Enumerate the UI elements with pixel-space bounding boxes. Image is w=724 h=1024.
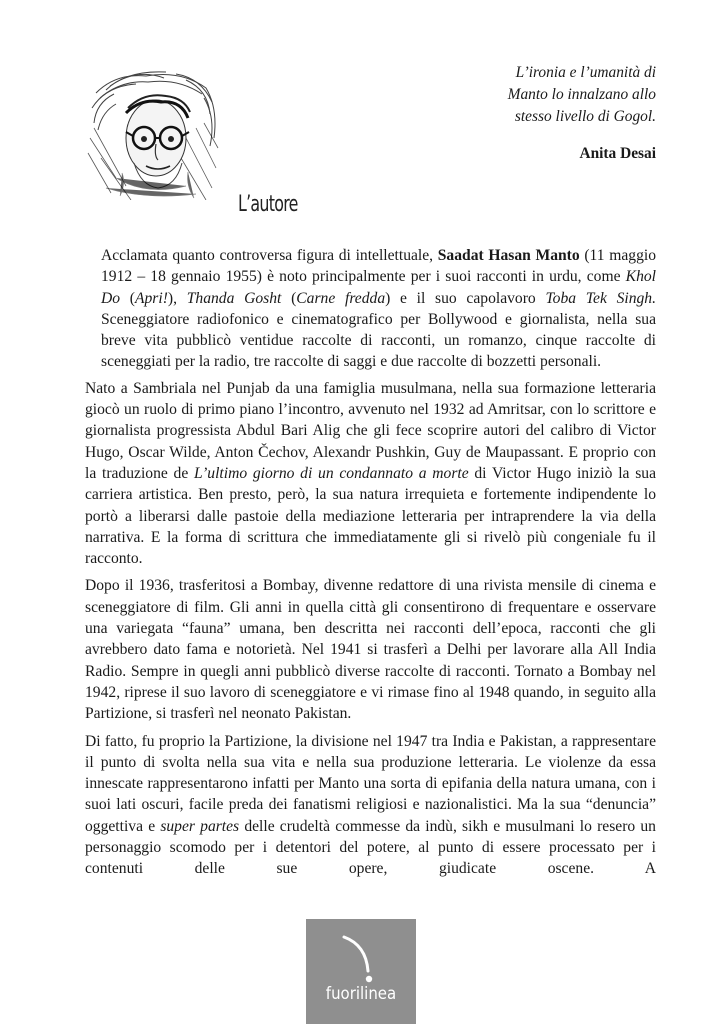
text-run: delle crudeltà commesse da indù, sikh e musulmani lo resero un personaggio scomodo per i detentori del potere, al punto di essere processato per i contenuti delle sue opere, giudicate oscene. A bbox=[85, 817, 656, 878]
text-run: Sceneggiatore radiofonico e cinematografico per Bollywood e giornalista, nella sua breve vita pubblicò ventidue raccolte di racconti, un romanzo, cinque raccolte di sceneggiati per la radio, tre raccolte di saggi e due raccolte di bozzetti personali. bbox=[101, 310, 656, 371]
text-run: Di fatto, fu proprio la Partizione, la divisione nel 1947 tra India e Pakistan, a rappresentare il punto di svolta nella sua vita e nella sua produzione letteraria. Le violenze da essa innescate rappresentarono infatti per Manto una sorta di epifania della natura umana, con i suoi lati oscuri, facile preda dei fanatismi religiosi e nazionalistici. Ma la sua “denuncia” oggettiva e bbox=[85, 732, 656, 835]
text-run: di Victor Hugo iniziò la sua carriera artistica. Ben presto, però, la sua natura irrequieta e fortemente indipendente lo portò a liberarsi dalle pastoie della mediazione letteraria per intraprendere la via della narrativa. E la forma di scrittura che immediatamente gli si rivelò più congeniale fu il racconto. bbox=[85, 464, 656, 568]
text-run: (11 maggio 1912 – 18 gennaio 1955) è noto principalmente per i suoi racconti in urdu, come bbox=[101, 247, 656, 286]
text-run: ), bbox=[167, 289, 187, 307]
section-title: L’autore bbox=[238, 192, 298, 217]
epigraph-quote bbox=[396, 62, 656, 128]
text-run: ) e il suo capolavoro bbox=[385, 289, 546, 307]
publisher-name: fuorilinea bbox=[325, 984, 397, 1004]
epigraph-line: stesso livello di Gogol. bbox=[514, 108, 656, 125]
epigraph-line: Manto lo innalzano allo bbox=[507, 86, 656, 103]
author-portrait bbox=[86, 68, 220, 200]
epigraph-author: Anita Desai bbox=[579, 145, 656, 162]
paragraph bbox=[85, 731, 656, 880]
title-italic: super partes bbox=[160, 817, 240, 835]
text-run: Acclamata quanto controversa figura di intellettuale, bbox=[101, 247, 438, 264]
author-name: Saadat Hasan Manto bbox=[437, 247, 580, 264]
text-run: Dopo il 1936, trasferitosi a Bombay, divenne redattore di una rivista mensile di cinema e sceneggiatore di film. Gli anni in quella città gli consentirono di frequentare e osservare una variegata “fauna” umana, ben descritta nei racconti dell’epoca, racconti che gli avrebbero dato fama e notorietà. Nel 1941 si trasferì a Delhi per lavorare alla All India Radio. Sempre in quegli anni pubblicò diverse raccolte di racconti. Tornato a Bombay nel 1942, riprese il suo lavoro di sceneggiatore e vi rimase fino al 1948 quando, in seguito alla Partizione, si trasferì nel neonato Pakistan. bbox=[85, 577, 656, 723]
paragraph bbox=[85, 378, 656, 570]
title-italic: Apri! bbox=[134, 289, 168, 307]
swoosh-icon bbox=[306, 919, 416, 989]
paragraph bbox=[85, 575, 656, 724]
text-run: ( bbox=[120, 289, 135, 307]
paragraph bbox=[85, 245, 656, 373]
text-run: ( bbox=[281, 289, 297, 307]
title-italic: Khol Do bbox=[101, 268, 656, 307]
body-text bbox=[85, 245, 656, 886]
title-italic: L’ultimo giorno di un condannato a morte bbox=[193, 464, 469, 482]
epigraph-line: L’ironia e l’umanità di bbox=[515, 64, 656, 81]
portrait-sketch bbox=[86, 68, 220, 200]
title-italic: Toba Tek Singh. bbox=[545, 289, 657, 307]
title-italic: Carne fredda bbox=[296, 289, 386, 307]
title-italic: Thanda Gosht bbox=[186, 289, 282, 307]
publisher-logo bbox=[306, 919, 416, 1024]
text-run: Nato a Sambriala nel Punjab da una famiglia musulmana, nella sua formazione letteraria giocò un ruolo di primo piano l’incontro, avvenuto nel 1932 ad Amritsar, con lo scrittore e giornalista progressista Abdul Bari Alig che gli fece scoprire autori del calibro di Victor Hugo, Oscar Wilde, Anton Čechov, Alexandr Pushkin, Guy de Maupassant. E proprio con la traduzione de bbox=[85, 379, 656, 482]
